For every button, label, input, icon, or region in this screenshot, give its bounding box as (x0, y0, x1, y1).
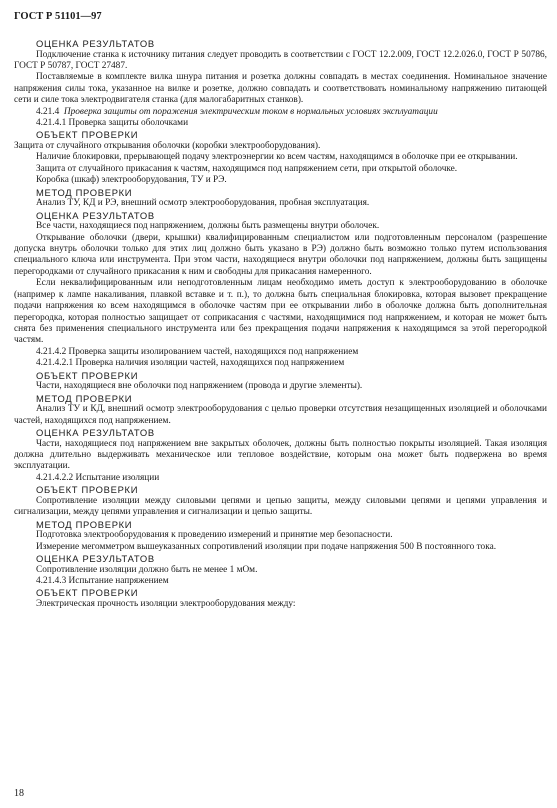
section-heading: МЕТОД ПРОВЕРКИ (36, 518, 133, 530)
paragraph: Наличие блокировки, прерывающей подачу электроэнергии ко всем частям, находящимся в оболочке при ее открывании. (36, 152, 518, 163)
paragraph: Части, находящиеся вне оболочки под напряжением (провода и другие элементы). (36, 381, 363, 392)
paragraph: Защита от случайного открывания оболочки (коробки электрооборудования). (14, 141, 321, 152)
clause-number: 4.21.4 (36, 106, 60, 117)
running-header: ГОСТ Р 51101—97 (14, 11, 102, 22)
document-body (14, 38, 547, 610)
clause-heading: 4.21.4.2.2 Испытание изоляции (36, 472, 160, 483)
paragraph: Поставляемые в комплекте вилка шнура питания и розетка должны совпадать в местах соединения. Номинальное значение напряжения силы тока, указанное на вилке и розетке, должно совпадать и соответствовать номинальному напряжению питающей сети и силе тока электродвигателя станка (для малогабаритных станков). (14, 72, 547, 106)
clause-title: Проверка защиты от поражения электрическим током в нормальных условиях эксплуатации (63, 106, 438, 117)
clause-heading: 4.21.4.2 Проверка защиты изолированием частей, находящихся под напряжением (36, 346, 359, 357)
section-heading: МЕТОД ПРОВЕРКИ (36, 186, 133, 198)
paragraph: Анализ ТУ, КД и РЭ, внешний осмотр электрооборудования, пробная эксплуатация. (36, 198, 370, 209)
paragraph: Коробка (шкаф) электрооборудования, ТУ и РЭ. (36, 175, 227, 186)
clause-heading: 4.21.4.2.1 Проверка наличия изоляции частей, находящихся под напряжением (36, 358, 345, 369)
paragraph: Защита от случайного прикасания к частям, находящимся под напряжением сети, при открытой оболочке. (36, 163, 458, 174)
paragraph: Подключение станка к источнику питания следует проводить в соответствии с ГОСТ 12.2.009, ГОСТ 12.2.026.0, ГОСТ Р 50786, ГОСТ Р 50787, ГОСТ 27487. (14, 49, 547, 71)
section-heading: ОЦЕНКА РЕЗУЛЬТАТОВ (36, 38, 155, 49)
section-heading: ОБЪЕКТ ПРОВЕРКИ (36, 484, 139, 496)
paragraph: Открывание оболочки (двери, крышки) квалифицированным специалистом или подготовленным персоналом (разрешение допуска внутрь оболочки только для этих лиц должно быть указано в РЭ) должно быть возможно только путем использования специального ключа или инструмента. При этом части, находящиеся внутри оболочки под напряжением, должны быть защищены перегородками от случайного прикасания к ним и свободны для прикасания намеренного. (14, 232, 547, 277)
paragraph: Анализ ТУ и КД, внешний осмотр электрооборудования с целью проверки отсутствия незащищенных изоляцией и оболочками частей, находящихся под напряжением. (14, 404, 547, 426)
section-heading: ОЦЕНКА РЕЗУЛЬТАТОВ (36, 209, 155, 221)
clause-heading: 4.21.4.1 Проверка защиты оболочками (36, 118, 189, 129)
paragraph: Все части, находящиеся под напряжением, должны быть размещены внутри оболочек. (36, 221, 380, 232)
paragraph: Сопротивление изоляции должно быть не менее 1 мОм. (36, 564, 258, 575)
section-heading: ОЦЕНКА РЕЗУЛЬТАТОВ (36, 552, 155, 564)
section-heading: ОБЪЕКТ ПРОВЕРКИ (36, 369, 139, 381)
paragraph: Подготовка электрооборудования к проведению измерений и принятие мер безопасности. (36, 530, 393, 541)
clause-4-21-4 (14, 107, 547, 118)
paragraph: Части, находящиеся под напряжением вне закрытых оболочек, должны быть полностью покрыты изоляцией. Такая изоляция должна длительно выдерживать механическое или тепловое воздействие, которым она может быть подвержена во время эксплуатации. (14, 438, 547, 472)
section-heading: МЕТОД ПРОВЕРКИ (36, 392, 133, 404)
paragraph: Сопротивление изоляции между силовыми цепями и цепью защиты, между силовыми цепями и цепями управления и сигнализации, между цепями управления и сигнализации и цепью защиты. (14, 495, 547, 518)
paragraph: Измерение мегомметром вышеуказанных сопротивлений изоляции при подаче напряжения 500 В постоянного тока. (36, 541, 497, 552)
clause-heading: 4.21.4.3 Испытание напряжением (36, 575, 169, 586)
section-heading: ОБЪЕКТ ПРОВЕРКИ (36, 129, 139, 141)
section-heading: ОЦЕНКА РЕЗУЛЬТАТОВ (36, 426, 155, 438)
section-heading: ОБЪЕКТ ПРОВЕРКИ (36, 587, 139, 599)
paragraph: Если неквалифицированным или неподготовленным лицам необходимо иметь доступ к электрооборудованию в оболочке (например к лампе накаливания, плавкой вставке и т. п.), то должна быть специальная блокировка, которая вызовет прекращение подачи напряжения ко всем находящимся в оболочке частям при ее открывании либо в оболочке должна быть дополнительная перегородка, которая полностью защищает от соприкасания с частями, находящимися под напряжением, и которая не может быть снята без применения специального инструмента или без прекращения подачи напряжения к находящимся за этой перегородкой частям. (14, 278, 547, 346)
page-number: 18 (14, 788, 24, 799)
paragraph: Электрическая прочность изоляции электрооборудования между: (36, 598, 296, 609)
